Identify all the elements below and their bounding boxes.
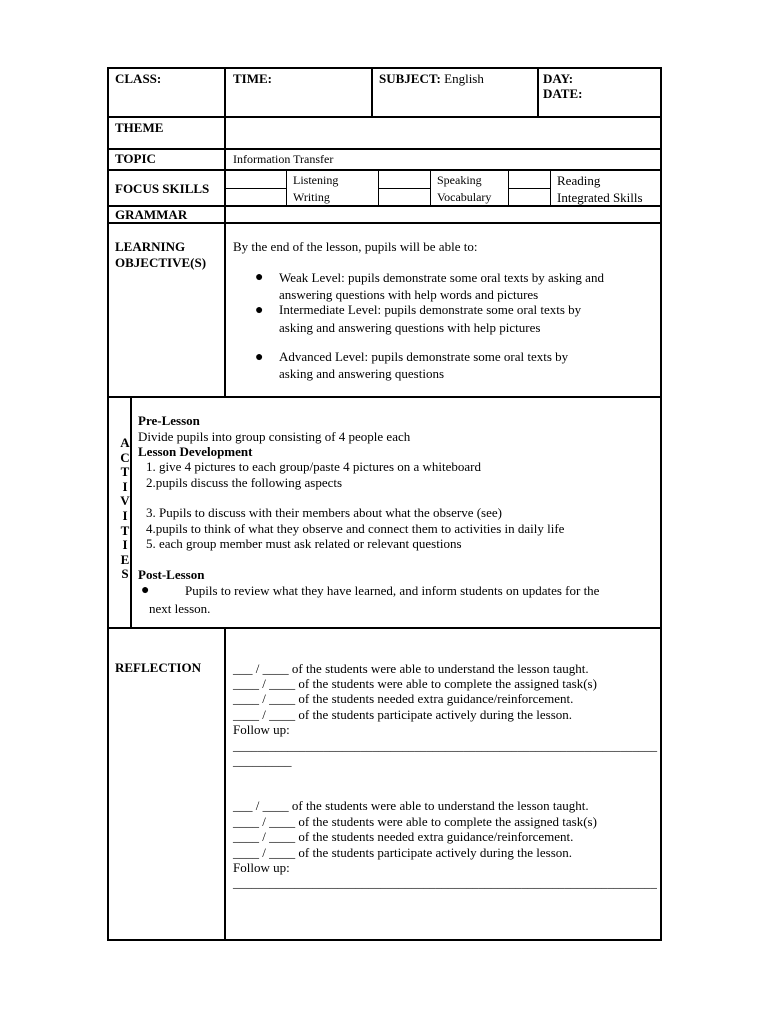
activities-letter: A [120,435,130,450]
table-border-left [107,67,109,941]
objectives-label-line2: OBJECTIVE(S) [115,255,207,270]
bullet-icon: ● [255,270,264,285]
row-divider [107,222,662,224]
reflection-line: ____ / ____ of the students were able to complete the assigned task(s) [233,814,597,829]
activities-side-label [117,436,133,582]
objective-intermediate-line1: Intermediate Level: pupils demonstrate some oral texts by [279,302,582,317]
follow-up-label: Follow up: [233,722,290,737]
topic-label: TOPIC [115,151,156,166]
skill-speaking: Speaking [437,173,482,187]
objectives-intro: By the end of the lesson, pupils will be able to: [233,239,478,254]
skills-grid-line [226,188,286,189]
skills-grid-line [550,170,551,206]
post-lesson-line2: next lesson. [149,601,211,616]
skill-reading: Reading [557,173,601,188]
subject-label: SUBJECT: [379,71,441,86]
bullet-icon: ● [255,350,264,365]
time-label: TIME: [233,71,272,86]
reflection-line: ___ / ____ of the students were able to understand the lesson taught. [233,661,589,676]
reflection-label: REFLECTION [115,660,201,675]
row-divider [107,627,662,629]
skill-listening: Listening [293,173,339,187]
activities-letter: I [122,478,128,494]
subject-value: English [444,71,484,86]
activities-letter: E [120,551,130,567]
reflection-line: ____ / ____ of the students participate actively during the lesson. [233,845,573,860]
lesson-plan-table [107,67,662,941]
activities-letter: C [120,449,130,465]
activities-letter: S [121,566,129,582]
class-label: CLASS: [115,71,162,86]
post-lesson-title: Post-Lesson [138,567,205,582]
skills-grid-line [430,170,431,206]
row-divider [107,148,662,150]
theme-label: THEME [115,120,164,135]
objective-weak-line2: answering questions with help words and pictures [279,287,539,302]
lesson-dev-item: 4.pupils to think of what they observe and connect them to activities in daily life [146,521,565,536]
activities-letter: I [122,507,128,523]
post-lesson-line1: Pupils to review what they have learned, and inform students on updates for the [185,583,600,598]
column-divider [224,67,226,397]
lesson-development-title: Lesson Development [138,444,253,459]
skills-grid-line [508,170,509,206]
skills-grid-line [508,188,550,189]
activities-letter: I [122,537,128,553]
reflection-line: ____ / ____ of the students participate actively during the lesson. [233,707,573,722]
focus-skills-label: FOCUS SKILLS [115,181,210,196]
reflection-line: ____ / ____ of the students were able to complete the assigned task(s) [233,676,597,691]
skill-writing: Writing [293,190,330,204]
skills-grid-line [378,170,379,206]
table-border-top [107,67,662,69]
lesson-dev-item: 5. each group member must ask related or relevant questions [146,536,462,551]
follow-up-blank: ______________________________________________________________________ [233,738,658,753]
row-divider [107,169,662,171]
reflection-line: ____ / ____ of the students needed extra guidance/reinforcement. [233,829,574,844]
topic-value: Information Transfer [233,152,334,166]
pre-lesson-title: Pre-Lesson [138,413,200,428]
row-divider [107,116,662,118]
follow-up-label: Follow up: [233,860,290,875]
objective-intermediate-line2: asking and answering questions with help pictures [279,320,541,335]
follow-up-blank: _____________________________________________________________________ [233,875,657,890]
activities-letter: V [120,493,130,509]
column-divider [537,67,539,117]
skills-grid-line [378,188,430,189]
date-label: DATE: [543,86,583,101]
bullet-icon: ● [141,583,150,598]
table-border-bottom [107,939,662,941]
skill-vocabulary: Vocabulary [437,190,492,204]
reflection-line: ___ / ____ of the students were able to understand the lesson taught. [233,798,589,813]
objective-advanced-line1: Advanced Level: pupils demonstrate some oral texts by [279,349,569,364]
lesson-dev-item: 1. give 4 pictures to each group/paste 4 pictures on a whiteboard [146,459,482,474]
day-label: DAY: [543,71,574,86]
activities-letter: T [120,522,130,538]
follow-up-blank: _________ [233,753,292,768]
activities-letter: T [120,464,130,480]
skills-grid-line [286,170,287,206]
objectives-label-line1: LEARNING [115,239,186,254]
bullet-icon: ● [255,303,264,318]
skill-integrated: Integrated Skills [557,190,643,205]
objective-weak-line1: Weak Level: pupils demonstrate some oral texts by asking and [279,270,604,285]
table-border-right [660,67,662,941]
lesson-dev-item: 3. Pupils to discuss with their members about what the observe (see) [146,505,502,520]
grammar-label: GRAMMAR [115,207,188,222]
row-divider [107,396,662,398]
pre-lesson-text: Divide pupils into group consisting of 4 people each [138,429,411,444]
lesson-dev-item: 2.pupils discuss the following aspects [146,475,343,490]
subject-cell [379,71,484,87]
reflection-line: ____ / ____ of the students needed extra guidance/reinforcement. [233,691,574,706]
column-divider [224,627,226,941]
column-divider [371,67,373,117]
objective-advanced-line2: asking and answering questions [279,366,445,381]
